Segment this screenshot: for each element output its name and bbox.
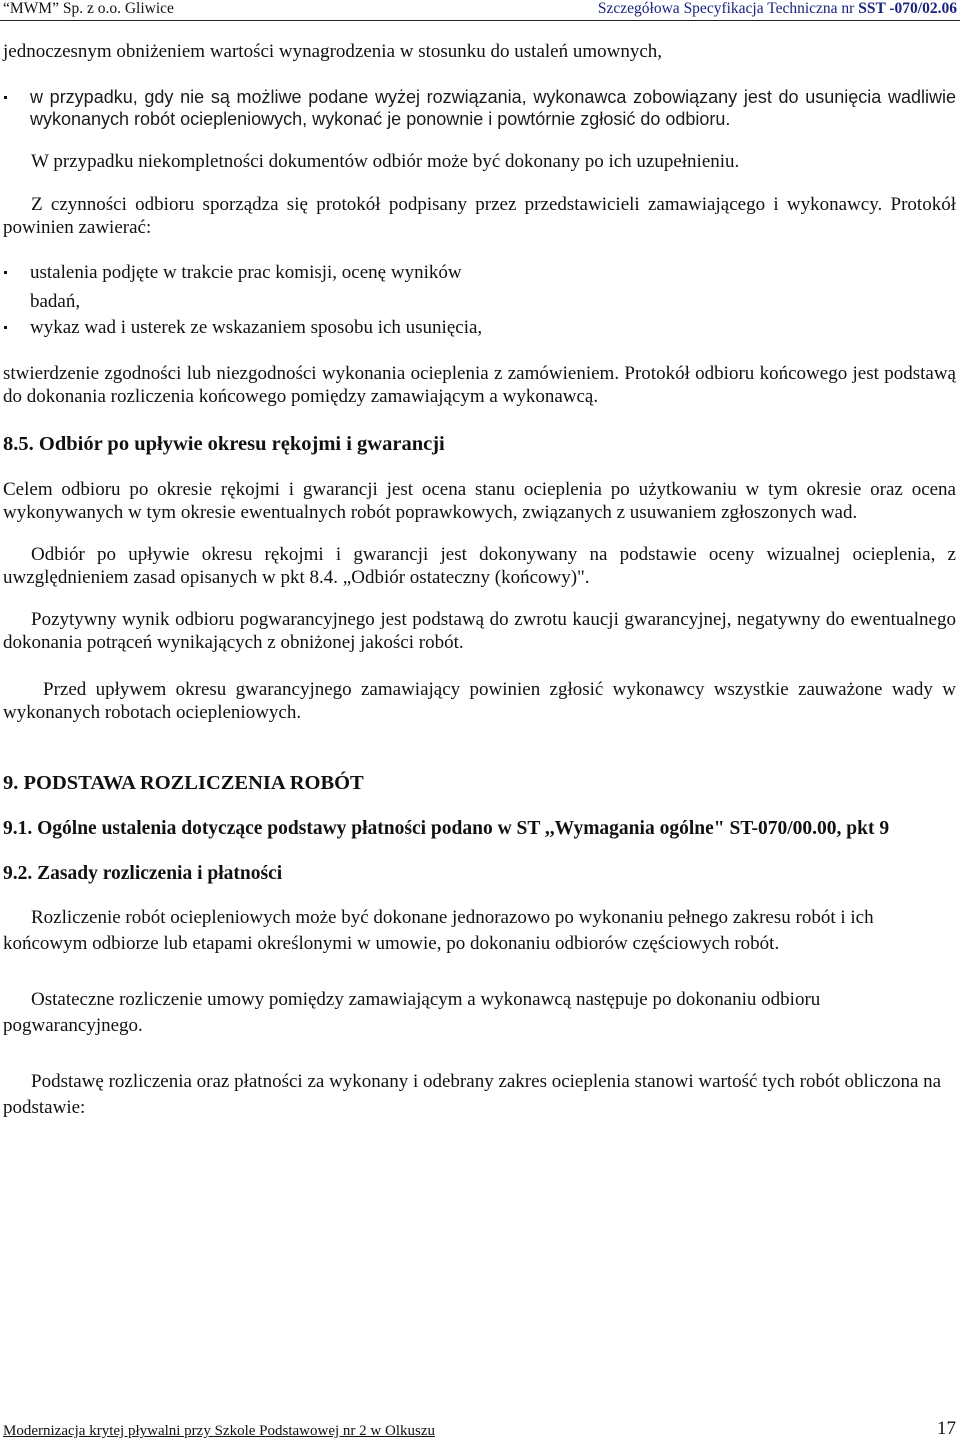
page-header (0, 0, 960, 21)
paragraph-protocol: Z czynności odbioru sporządza się protokół podpisany przez przedstawicieli zamawiającego i wykonawcy. Protokół powinien zawierać: (3, 194, 956, 238)
bullet-findings-text: ustalenia podjęte w trakcie prac komisji, ocenę wyników (30, 262, 462, 283)
bullet-defects (3, 316, 956, 339)
bullet-findings (3, 261, 956, 284)
bullet-removal-text: w przypadku, gdy nie są możliwe podane wyżej rozwiązania, wykonawca zobowiązany jest do usunięcia wadliwie wykonanych robót ociepleniowych, wykonać je ponownie i powtórnie zgłosić do odbioru. (30, 87, 956, 129)
heading-9-2: 9.2. Zasady rozliczenia i płatności (3, 863, 283, 884)
header-spec-prefix: Szczegółowa Specyfikacja Techniczna nr (597, 0, 859, 17)
footer-project-title: Modernizacja krytej pływalni przy Szkole Podstawowej nr 2 w Olkuszu (3, 1423, 435, 1439)
paragraph-warranty-purpose: Celem odbioru po okresie rękojmi i gwarancji jest ocena stanu ocieplenia po użytkowaniu w tym okresie oraz ocena wykonywanych w tym okresie ewentualnych robót poprawkowych, związanych z usuwaniem zgłoszonych wad. (3, 479, 956, 523)
paragraph-final-settlement: Ostateczne rozliczenie umowy pomiędzy zamawiającym a wykonawcą następuje po dokonaniu odbioru pogwarancyjnego. (3, 989, 821, 1036)
bullet-defects-text: wykaz wad i usterek ze wskazaniem sposobu ich usunięcia, (30, 317, 483, 338)
paragraph-compliance: stwierdzenie zgodności lub niezgodności wykonania ocieplenia z zamówieniem. Protokół odbioru końcowego jest podstawą do dokonania rozliczenia końcowego pomiędzy zamawiającym a wykonawcą. (3, 363, 956, 407)
header-spec-title (598, 0, 957, 18)
paragraph-payment-basis: Podstawę rozliczenia oraz płatności za wykonany i odebrany zakres ocieplenia stanowi wartość tych robót obliczona na podstawie: (3, 1071, 942, 1118)
page-number: 17 (937, 1418, 956, 1439)
header-company: “MWM” Sp. z o.o. Gliwice (3, 0, 174, 17)
heading-9: 9. PODSTAWA ROZLICZENIA ROBÓT (3, 772, 364, 794)
paragraph-warranty-defects: Przed upływem okresu gwarancyjnego zamawiający powinien zgłosić wykonawcy wszystkie zauważone wady w wykonanych robotach ociepleniowych. (3, 679, 956, 723)
paragraph-warranty-acceptance: Odbiór po upływie okresu rękojmi i gwarancji jest dokonywany na podstawie oceny wizualnej ocieplenia, z uwzględnieniem zasad opisanych w pkt 8.4. „Odbiór ostateczny (końcowy)". (3, 544, 956, 588)
heading-9-1: 9.1. Ogólne ustalenia dotyczące podstawy płatności podano w ST ,,Wymagania ogólne" ST-070/00.00, pkt 9 (3, 818, 890, 839)
paragraph-reduction: jednoczesnym obniżeniem wartości wynagrodzenia w stosunku do ustaleń umownych, (3, 41, 663, 62)
paragraph-incomplete-docs: W przypadku niekompletności dokumentów odbiór może być dokonany po ich uzupełnieniu. (31, 151, 740, 172)
bullet-removal (3, 86, 956, 130)
paragraph-warranty-result: Pozytywny wynik odbioru pogwarancyjnego jest podstawą do zwrotu kaucji gwarancyjnej, negatywny do ewentualnego dokonania potrąceń wynikających z obniżonej jakości robót. (3, 609, 956, 653)
header-spec-code: SST -070/02.06 (858, 0, 957, 17)
paragraph-settlement: Rozliczenie robót ociepleniowych może być dokonane jednorazowo po wykonaniu pełnego zakresu robót i ich końcowym odbiorze lub etapami określonymi w umowie, po dokonaniu odbiorów częściowych robót. (3, 907, 874, 954)
page-footer (0, 1418, 960, 1442)
heading-8-5: 8.5. Odbiór po upływie okresu rękojmi i gwarancji (3, 433, 445, 455)
document-body (3, 40, 956, 1121)
bullet-findings-continuation: badań, (30, 291, 81, 312)
